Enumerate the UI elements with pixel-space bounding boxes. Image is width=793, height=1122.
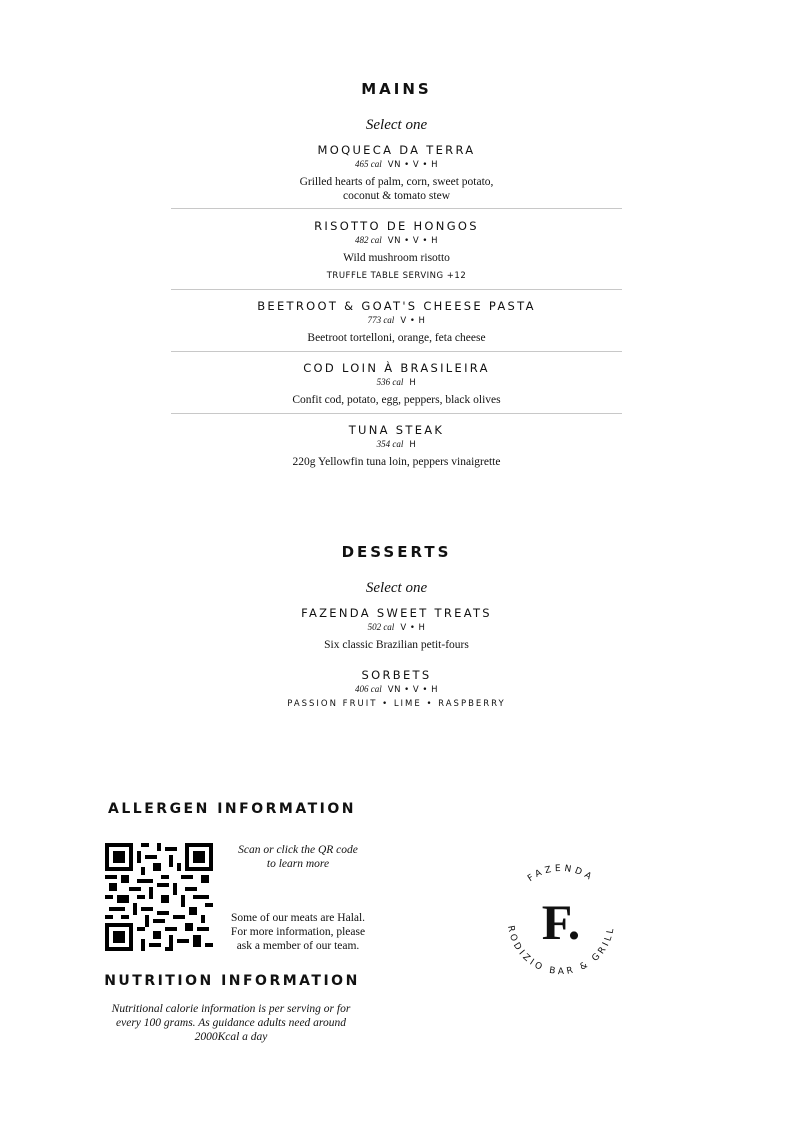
- mains-heading: MAINS: [361, 80, 432, 98]
- diet-tags: VN • V • H: [387, 236, 438, 246]
- divider: [171, 413, 622, 414]
- truffle-supplement: TRUFFLE TABLE SERVING +12: [326, 271, 467, 281]
- description-line: 220g Yellowfin tuna loin, peppers vinaigrette: [292, 456, 501, 468]
- halal-note: [224, 911, 372, 953]
- fazenda-logo: [498, 858, 624, 984]
- dish-description: [171, 251, 622, 265]
- description-line: Grilled hearts of palm, corn, sweet potato,: [299, 176, 494, 188]
- dish-description: [171, 455, 622, 469]
- dish-tuna-steak: [171, 423, 622, 469]
- diet-tags: V • H: [400, 623, 426, 633]
- dish-meta: [171, 314, 622, 327]
- dish-meta: [171, 376, 622, 389]
- dish-description: [171, 175, 622, 203]
- dish-sorbets: [171, 668, 622, 710]
- dish-name: MOQUECA DA TERRA: [317, 143, 476, 157]
- logo-bottom-text: RODIZIO BAR & GRILL: [505, 924, 617, 978]
- dish-meta: [171, 683, 622, 696]
- description-line: Six classic Brazilian petit-fours: [324, 639, 469, 651]
- diet-tags: VN • V • H: [387, 685, 438, 695]
- logo-letter: F.: [541, 894, 581, 950]
- dish-name: SORBETS: [361, 668, 432, 682]
- description-line: Beetroot tortelloni, orange, feta cheese: [307, 332, 486, 344]
- halal-note-line: For more information, please: [230, 926, 366, 938]
- halal-note-line: Some of our meats are Halal.: [230, 912, 366, 924]
- dish-description: [171, 393, 622, 407]
- qr-instruction-line: to learn more: [266, 858, 330, 870]
- calories: 536 cal: [376, 377, 404, 387]
- dish-beetroot-pasta: [171, 299, 622, 345]
- dish-meta: [171, 234, 622, 247]
- dish-meta: [171, 158, 622, 171]
- dish-name: FAZENDA SWEET TREATS: [301, 606, 492, 620]
- diet-tags: VN • V • H: [387, 160, 438, 170]
- calories: 773 cal: [367, 315, 395, 325]
- dish-meta: [171, 621, 622, 634]
- calories: 406 cal: [355, 684, 382, 694]
- sorbet-flavours: PASSION FRUIT • LIME • RASPBERRY: [287, 699, 506, 709]
- nutrition-line: Nutritional calorie information is per serving or for: [111, 1003, 351, 1015]
- diet-tags: H: [409, 440, 417, 450]
- calories: 354 cal: [376, 439, 404, 449]
- description-line: coconut & tomato stew: [343, 190, 450, 202]
- description-line: Confit cod, potato, egg, peppers, black olives: [292, 394, 501, 406]
- qr-instruction: [224, 843, 372, 871]
- halal-note-line: ask a member of our team.: [236, 940, 360, 952]
- diet-tags: V • H: [400, 316, 426, 326]
- dish-description: [171, 331, 622, 345]
- calories: 465 cal: [355, 159, 382, 169]
- dish-meta: [171, 438, 622, 451]
- dish-name: BEETROOT & GOAT'S CHEESE PASTA: [257, 299, 536, 313]
- nutrition-text: [100, 1002, 362, 1044]
- dish-name: RISOTTO DE HONGOS: [314, 219, 479, 233]
- nutrition-line: every 100 grams. As guidance adults need around: [116, 1017, 346, 1029]
- qr-instruction-line: Scan or click the QR code: [238, 844, 358, 856]
- desserts-heading: DESSERTS: [341, 543, 452, 561]
- divider: [171, 351, 622, 352]
- mains-subtitle: Select one: [365, 117, 428, 133]
- nutrition-line: 2000Kcal a day: [194, 1031, 268, 1043]
- dish-moqueca: [171, 143, 622, 203]
- nutrition-heading: NUTRITION INFORMATION: [104, 973, 360, 989]
- calories: 482 cal: [355, 235, 382, 245]
- desserts-subtitle: Select one: [365, 580, 428, 596]
- dish-sweet-treats: [171, 606, 622, 652]
- svg-text:FAZENDA: [526, 864, 596, 884]
- logo-top-text: FAZENDA: [526, 863, 596, 885]
- allergen-heading: ALLERGEN INFORMATION: [108, 801, 356, 817]
- dish-name: COD LOIN À BRASILEIRA: [303, 361, 490, 375]
- dish-description: [171, 638, 622, 652]
- divider: [171, 208, 622, 209]
- diet-tags: H: [409, 378, 417, 388]
- allergen-qr-code[interactable]: [105, 843, 213, 951]
- dish-name: TUNA STEAK: [348, 423, 445, 437]
- dish-cod-loin: [171, 361, 622, 407]
- divider: [171, 289, 622, 290]
- description-line: Wild mushroom risotto: [343, 252, 450, 264]
- calories: 502 cal: [367, 622, 395, 632]
- dish-risotto: [171, 219, 622, 282]
